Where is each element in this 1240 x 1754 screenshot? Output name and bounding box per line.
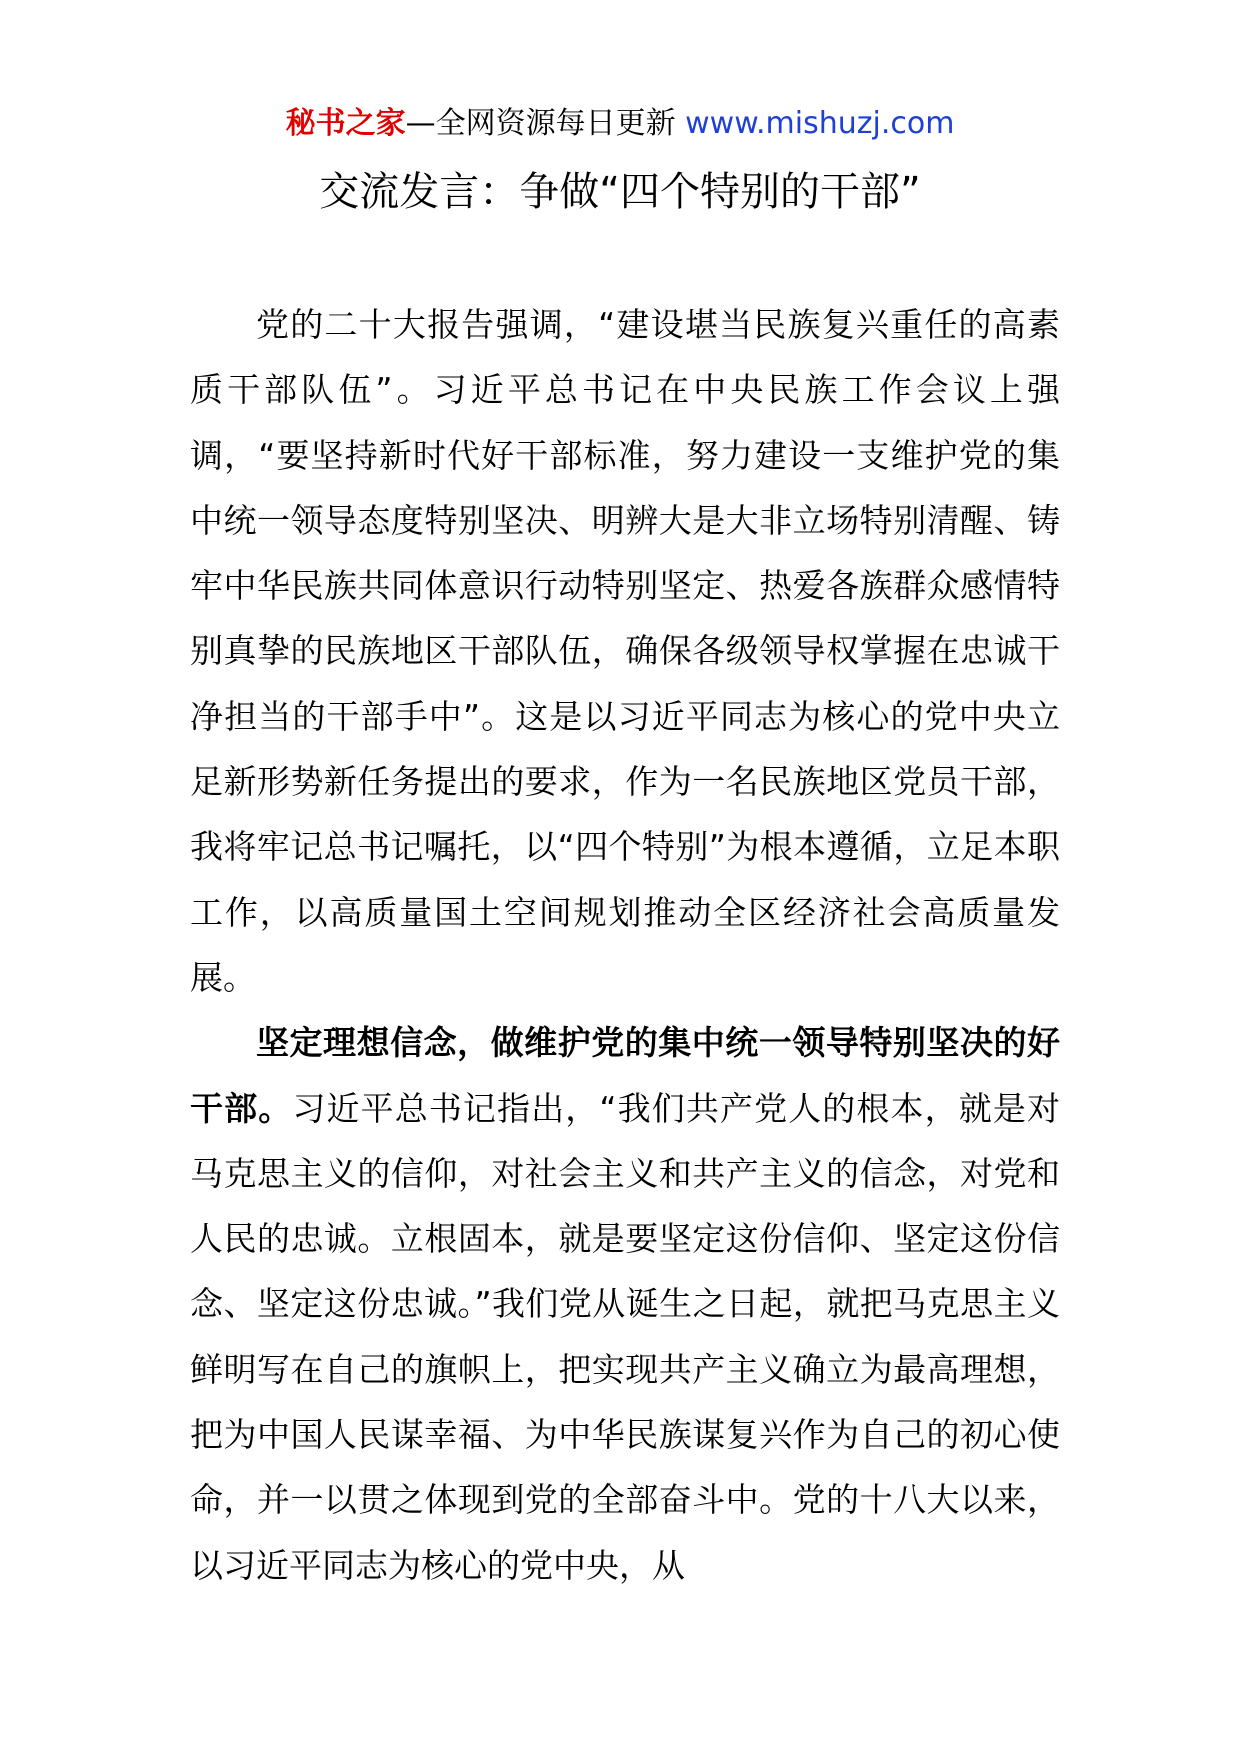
site-tagline: —全网资源每日更新: [405, 106, 676, 141]
paragraph-2: [190, 1010, 1060, 1598]
paragraph-lead: 坚定理想信念，做维护党的集中统一领导特别坚决的好干部。: [190, 1023, 1060, 1128]
site-name: 秘书之家: [285, 106, 406, 141]
site-url[interactable]: www.mishuzj.com: [685, 106, 955, 141]
document-body: [190, 292, 1060, 1598]
paragraph-text: 习近平总书记指出，“我们共产党人的根本，就是对马克思主义的信仰，对社会主义和共产主义的信念，对党和人民的忠诚。立根固本，就是要坚定这份信仰、坚定这份信念、坚定这份忠诚。”我们党从诞生之日起，就把马克思主义鲜明写在自己的旗帜上，把实现共产主义确立为最高理想，把为中国人民谋幸福、为中华民族谋复兴作为自己的初心使命，并一以贯之体现到党的全部奋斗中。党的十八大以来，以习近平同志为核心的党中央，从: [190, 1088, 1060, 1585]
site-header: [0, 100, 1240, 148]
document-title: 交流发言：争做“四个特别的干部”: [319, 169, 921, 215]
paragraph-text: 党的二十大报告强调，“建设堪当民族复兴重任的高素质干部队伍”。习近平总书记在中央民族工作会议上强调，“要坚持新时代好干部标准，努力建设一支维护党的集中统一领导态度特别坚决、明辨大是大非立场特别清醒、铸牢中华民族共同体意识行动特别坚定、热爱各族群众感情特别真挚的民族地区干部队伍，确保各级领导权掌握在忠诚干净担当的干部手中”。这是以习近平同志为核心的党中央立足新形势新任务提出的要求，作为一名民族地区党员干部，我将牢记总书记嘱托，以“四个特别”为根本遵循，立足本职工作，以高质量国土空间规划推动全区经济社会高质量发展。: [190, 305, 1060, 997]
paragraph-1: [190, 292, 1060, 1010]
